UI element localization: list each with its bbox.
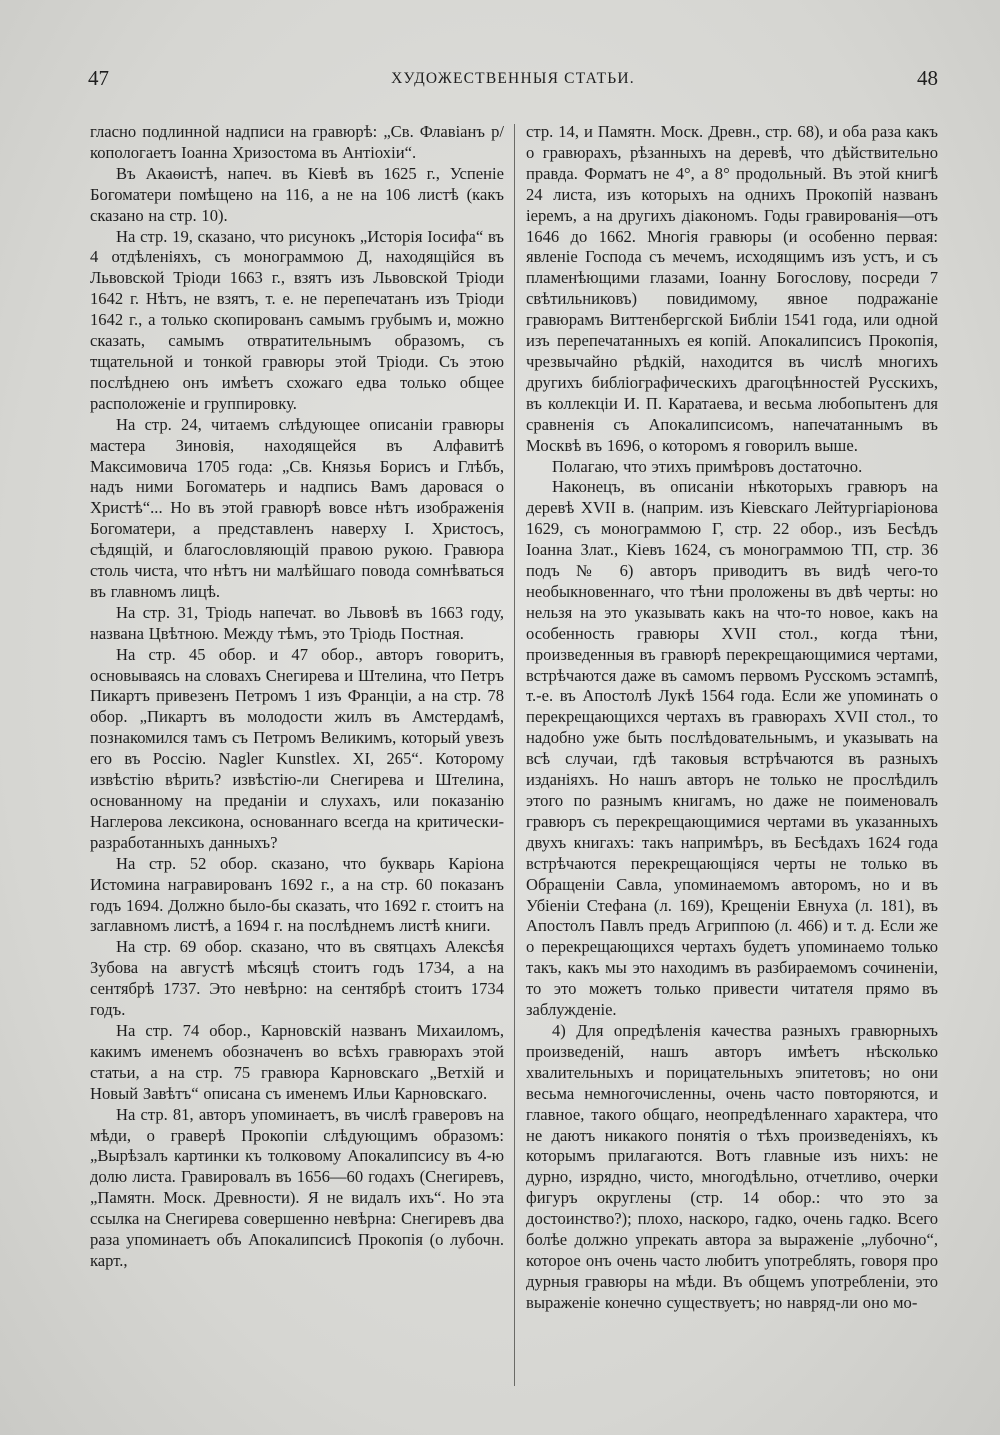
- paragraph: На стр. 74 обор., Карновскій названъ Михаиломъ, какимъ именемъ обозначенъ во всѣхъ гравюрахъ этой статьи, а на стр. 75 гравюра Карновскаго „Ветхій и Новый Завѣтъ“ описана съ именемъ Ильи Карновскаго.: [90, 1020, 504, 1103]
- paragraph: гласно подлинной надписи на гравюрѣ: „Св. Флавіанъ р/копологаетъ Іоанна Хризостома въ Антіохіи“.: [90, 122, 504, 162]
- right-column: [526, 122, 938, 1392]
- paragraph: 4) Для опредѣленія качества разныхъ гравюрныхъ произведеній, нашъ авторъ имѣетъ нѣсколько хвалительныхъ и порицательныхъ эпитетовъ; но они весьма немногочисленны, очень часто повторяются, и главное, такого общаго, неопредѣленнаго характера, что не даютъ никакого понятія о тѣхъ произведеніяхъ, къ которымъ прилагаются. Вотъ главные изъ нихъ: не дурно, изрядно, чисто, многодѣльно, отчетливо, очерки фигуръ округлены (стр. 14 обор.: что это за достоинство?); плохо, наскоро, гадко, очень гадко. Всего болѣе должно упрекать автора за выраженіе „лубочно“, которое онъ очень часто любитъ употреблять, говоря про дурныя гравюры на мѣди. Въ общемъ употребленіи, это выраженіе конечно существуетъ; но навряд-ли оно мо-: [526, 1020, 938, 1312]
- paragraph: На стр. 31, Тріодь напечат. во Львовѣ въ 1663 году, названа Цвѣтною. Между тѣмъ, это Тріодь Постная.: [90, 602, 504, 643]
- paragraph: На стр. 81, авторъ упоминаетъ, въ числѣ граверовъ на мѣди, о граверѣ Прокопіи слѣдующимъ образомъ: „Вырѣзалъ картинки къ толковому Апокалипсису въ 4-ю долю листа. Гравировалъ въ 1656—60 годахъ (Снегиревъ, „Памятн. Моск. Древности). Я не видалъ ихъ“. Но эта ссылка на Снегирева совершенно невѣрна: Снегиревъ два раза упоминаетъ объ Апокалипсисѣ Прокопія (о лубочн. карт.,: [90, 1104, 504, 1270]
- paragraph: На стр. 52 обор. сказано, что букварь Каріона Истомина награвированъ 1692 г., а на стр. 60 показанъ годъ 1694. Должно было-бы сказать, что 1692 г. стоитъ на заглавномъ листѣ, а 1694 г. на послѣднемъ листѣ книги.: [90, 853, 504, 936]
- right-page-number: 48: [917, 66, 938, 90]
- running-header: [88, 66, 938, 102]
- paragraph: На стр. 45 обор. и 47 обор., авторъ говоритъ, основываясь на словахъ Снегирева и Штелина, что Петръ Пикартъ привезенъ Петромъ 1 изъ Франціи, а на стр. 78 обор. „Пикартъ въ молодости жилъ въ Амстердамѣ, познакомился тамъ съ Петромъ Великимъ, который увезъ его въ Россію. Nagler Kunstlex. XI, 265“. Которому извѣстію вѣрить? извѣстію-ли Снегирева и Штелина, основанному на преданіи и слухахъ, или показанію Наглерова лексикона, основаннаго всегда на критически-разработанныхъ данныхъ?: [90, 644, 504, 852]
- running-title: ХУДОЖЕСТВЕННЫЯ СТАТЬИ.: [391, 70, 635, 87]
- paragraph: На стр. 69 обор. сказано, что въ святцахъ Алексѣя Зубова на августѣ мѣсяцѣ стоитъ годъ 1734, а на сентябрѣ 1737. Это невѣрно: на сентябрѣ стоитъ 1734 годъ.: [90, 937, 504, 1020]
- paragraph: стр. 14, и Памятн. Моск. Древн., стр. 68), и оба раза какъ о гравюрахъ, рѣзанныхъ на деревѣ, что дѣйствительно правда. Форматъ не 4°, а 8° продольный. Въ этой книгѣ 24 листа, изъ которыхъ на однихъ Прокопій названъ іеремъ, а на другихъ діакономъ. Годы гравированія—отъ 1646 до 1662. Многія гравюры (и особенно первая: явленіе Господа съ мечемъ, исходящимъ изъ устъ, и съ пламенѣющими глазами, Іоанну Богослову, посреди 7 свѣтильниковъ) повидимому, явное подражаніе гравюрамъ Виттенбергской Библіи 1541 года, или одной изъ перепечатанныхъ ея копій. Апокалипсисъ Прокопія, чрезвычайно рѣдкій, находится въ числѣ многихъ другихъ библіографическихъ драгоцѣнностей Русскихъ, въ коллекціи И. П. Каратаева, и весьма любопытенъ для сравненія съ Апокалипсисомъ, напечатаннымъ въ Москвѣ въ 1696, о которомъ я говорилъ выше.: [526, 122, 938, 455]
- paragraph: Въ Акаѳистѣ, напеч. въ Кіевѣ въ 1625 г., Успеніе Богоматери помѣщено на 116, а не на 106 листѣ (какъ сказано на стр. 10).: [90, 163, 504, 225]
- paragraph: Полагаю, что этихъ примѣровъ достаточно.: [552, 456, 863, 476]
- paragraph: На стр. 24, читаемъ слѣдующее описаніи гравюры мастера Зиновія, находящейся въ Алфавитѣ Максимовича 1705 года: „Св. Князья Борисъ и Глѣбъ, надъ ними Богоматерь и надпись Вамъ даровася о Христѣ“... Но въ этой гравюрѣ вовсе нѣтъ изображенія Богоматери, а представленъ наверху І. Христосъ, сѣдящій, и благословляющій правою рукою. Гравюра столь чиста, что нѣтъ ни малѣйшаго повода сомнѣваться въ главномъ лицѣ.: [90, 414, 504, 601]
- left-page-number: 47: [88, 66, 109, 90]
- paragraph: На стр. 19, сказано, что рисунокъ „Исторія Іосифа“ въ 4 отдѣленіяхъ, съ монограммою Д, находящійся въ Львовской Тріоди 1663 г., взятъ изъ Львовской Тріоди 1642 г. Нѣтъ, не взятъ, т. е. не перепечатанъ изъ Тріоди 1642 г., а только скопированъ самымъ грубымъ и, можно сказать, самымъ отвратительнымъ образомъ, съ тщательной и тонкой гравюры этой Тріоди. Съ этою послѣднею онъ имѣетъ схожаго едва только общее расположеніе и группировку.: [90, 226, 504, 413]
- left-column: [90, 122, 504, 1392]
- paragraph: Наконецъ, въ описаніи нѣкоторыхъ гравюръ на деревѣ XVII в. (наприм. изъ Кіевскаго Лейтургіаріонова 1629, съ монограммою Г, стр. 22 обор., изъ Бесѣдъ Іоанна Злат., Кіевъ 1624, съ монограммою ТП, стр. 36 подъ № 6) авторъ приводитъ въ видѣ чего-то необыкновеннаго, что тѣни проложены въ двѣ черты: но нельзя на это указывать какъ на что-то новое, какъ на особенность гравюры XVII стол., когда тѣни, произведенныя въ гравюрѣ перекрещающимися чертами, встрѣчаются даже въ самомъ первомъ Русскомъ эстампѣ, т.-е. въ Апостолѣ Лукѣ 1564 года. Если же упоминать о перекрещающихся чертахъ въ гравюрахъ XVII стол., то надобно уже быть послѣдовательнымъ, и указывать на всѣ случаи, гдѣ таковыя встрѣчаются въ разныхъ изданіяхъ. Но нашъ авторъ не только не прослѣдилъ этого по разнымъ книгамъ, но даже не поименовалъ гравюръ съ перекрещающимися чертами въ указанныхъ двухъ книгахъ: такъ напримѣръ, въ Бесѣдахъ 1624 года встрѣчаются перекрещающіяся черты не только въ Обращеніи Савла, упоминаемомъ авторомъ, но и въ Убіеніи Стефана (л. 169), Крещеніи Евнуха (л. 181), въ Апостолъ Павлъ предъ Агриппою (л. 466) и т. д. Если же о перекрещающихся чертахъ будетъ упоминаемо только такъ, какъ мы это находимъ въ разбираемомъ сочиненіи, то это можетъ только привести читателя прямо въ заблужденіе.: [526, 477, 938, 1020]
- column-divider: [514, 124, 515, 1386]
